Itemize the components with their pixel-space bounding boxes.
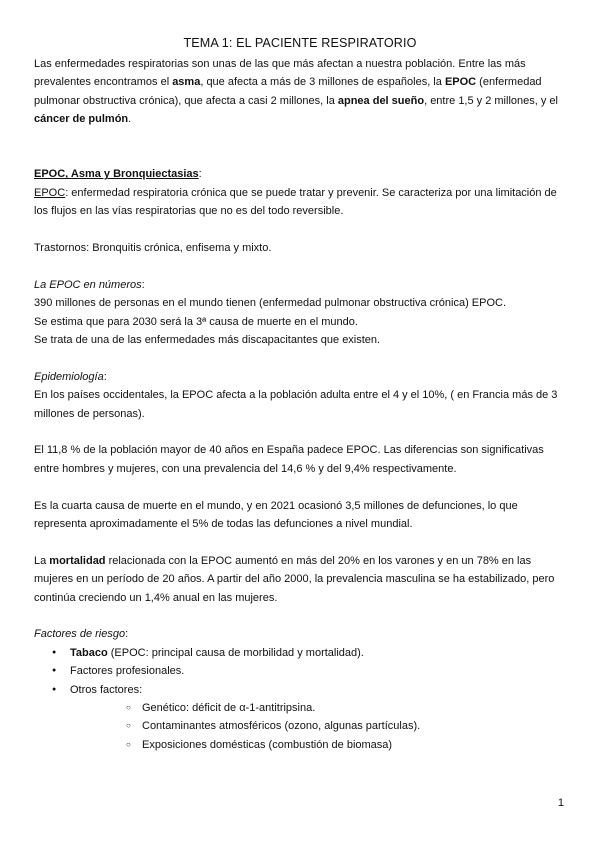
epidemiologia-p3: Es la cuarta causa de muerte en el mundo, y en 2021 ocasionó 3,5 millones de defunciones, lo que representa aproximadamente el 5% de todas las defunciones a nivel mundial.	[34, 499, 518, 531]
epoc-definition: EPOC: enfermedad respiratoria crónica que se puede tratar y prevenir. Se caracteriza por una limitación de los flujos en las vías respiratorias que no es del todo reversible.	[34, 186, 557, 218]
intro-bold-epoc: EPOC	[444, 76, 477, 89]
numeros-line: Se estima que para 2030 será la 3ª causa de muerte en el mundo.	[34, 315, 358, 328]
epidemiologia-heading: Epidemiología:	[34, 370, 107, 383]
sub-list-item: ○ Genético: déficit de α-1-antitripsina.	[70, 699, 570, 717]
document-body	[34, 55, 570, 754]
sub-list-item: ○ Exposiciones domésticas (combustión de biomasa)	[70, 736, 570, 754]
intro-bold-asma: asma	[172, 76, 201, 89]
mortalidad-bold: mortalidad	[49, 554, 106, 567]
intro-bold-apnea: apnea del sueño	[337, 94, 425, 107]
section-heading: EPOC, Asma y Bronquiectasias:	[34, 168, 202, 181]
numeros-line: 390 millones de personas en el mundo tienen (enfermedad pulmonar obstructiva crónica) EPOC.	[34, 297, 507, 310]
epidemiologia-p2: El 11,8 % de la población mayor de 40 años en España padece EPOC. Las diferencias son significativas entre hombres y mujeres, con una prevalencia del 14,6 % y del 9,4% respectivamente.	[34, 444, 544, 475]
intro-bold-cancer: cáncer de pulmón	[34, 113, 129, 126]
otros-factores-sublist	[70, 699, 570, 754]
page-title: TEMA 1: EL PACIENTE RESPIRATORIO	[183, 36, 417, 50]
trastornos: Trastornos: Bronquitis crónica, enfisema y mixto.	[34, 242, 272, 255]
list-item: ● Factores profesionales.	[34, 662, 570, 680]
list-item: ● Otros factores: ○ Genético: déficit de α-1-antitripsina. ○ Contaminantes atmosféricos (ozono, algunas partículas). ○ Exposiciones domésticas (combustión de biomasa)	[34, 681, 570, 755]
factores-list	[34, 644, 570, 754]
intro-text: (enfermedad pulmonar obstructiva crónica), que afecta a casi 2 millones, la	[34, 76, 542, 107]
epoc-label: EPOC	[34, 186, 66, 199]
epidemiologia-p4: La mortalidad relacionada con la EPOC aumentó en más del 20% en los varones y en un 78% en las mujeres en un período de 20 años. A partir del año 2000, la prevalencia masculina se ha estabilizado, pero continúa creciendo un 1,4% anual en las mujeres.	[34, 554, 555, 604]
intro-text: Las enfermedades respiratorias son unas de las que más afectan a nuestra población. Entre las más prevalentes encontramos el	[34, 58, 526, 89]
epidemiologia-p1: En los países occidentales, la EPOC afecta a la población adulta entre el 4 y el 10%, ( en Francia más de 3 millones de personas).	[34, 389, 558, 420]
numeros-heading: La EPOC en números:	[34, 278, 145, 291]
sub-list-item: ○ Contaminantes atmosféricos (ozono, algunas partículas).	[70, 717, 570, 735]
numeros-line: Se trata de una de las enfermedades más discapacitantes que existen.	[34, 334, 381, 347]
intro-text: , que afecta a más de 3 millones de españoles, la	[200, 76, 445, 89]
intro-paragraph	[34, 55, 570, 129]
intro-text: , entre 1,5 y 2 millones, y el	[424, 94, 558, 107]
list-item: ● Tabaco (EPOC: principal causa de morbilidad y mortalidad).	[34, 644, 570, 662]
intro-text: .	[128, 113, 132, 126]
page-number: 1	[557, 797, 564, 809]
factores-heading: Factores de riesgo:	[34, 628, 129, 641]
